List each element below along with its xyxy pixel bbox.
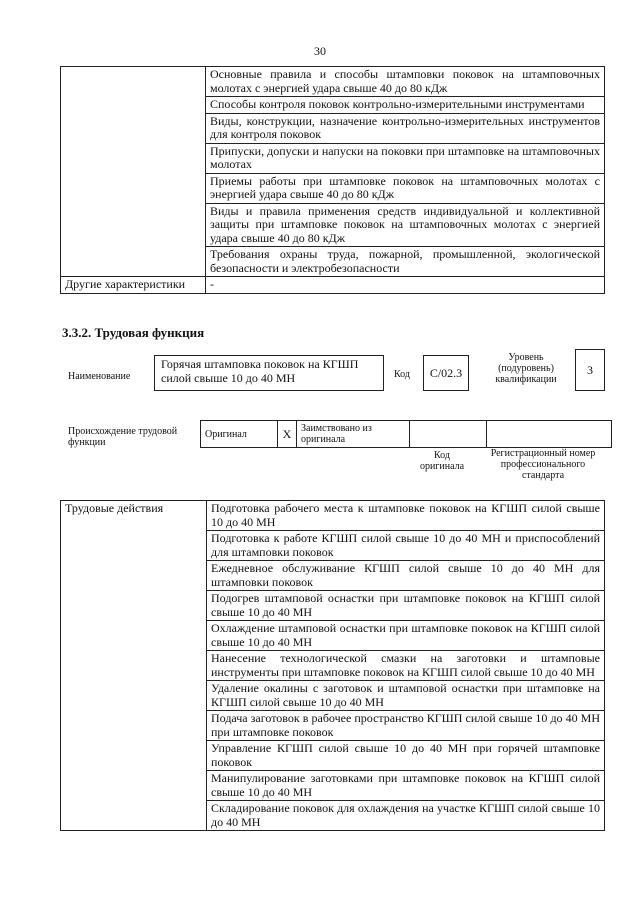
table-cell: Охлаждение штамповой оснастки при штамповке поковок на КГШП силой свыше 10 до 40 МН: [207, 621, 605, 651]
table-row: [61, 501, 605, 531]
table-cell: Виды, конструкции, назначение контрольно-измерительных инструментов для контроля поковок: [206, 113, 605, 143]
knowledge-table: [60, 66, 605, 294]
table-cell: Удаление окалины с заготовок и штамповой оснастки при штамповке на КГШП силой свыше 10 до 40 МН: [207, 681, 605, 711]
table-row: [61, 67, 605, 97]
page-number: 30: [314, 44, 326, 58]
origin-label: Происхождение трудовой функции: [68, 426, 178, 448]
original-mark: X: [278, 421, 297, 448]
original-label: Оригинал: [201, 421, 278, 448]
origin-reg-caption: Регистрационный номер профессионального стандарта: [490, 448, 596, 481]
table-cell: Подогрев штамповой оснастки при штамповке поковок на КГШП силой свыше 10 до 40 МН: [207, 591, 605, 621]
table-cell: Припуски, допуски и напуски на поковки при штамповке на штамповочных молотах: [206, 143, 605, 173]
table-row: [61, 277, 605, 294]
table-cell: Основные правила и способы штамповки поковок на штамповочных молотах с энергией удара свыше 40 до 80 кДж: [206, 67, 605, 97]
origin-table: [200, 420, 612, 448]
table-cell: Подготовка к работе КГШП силой свыше 10 до 40 МН и приспособлений для штамповки поковок: [207, 531, 605, 561]
table-cell: Приемы работы при штамповке поковок на штамповочных молотах с энергией удара свыше 40 до 80 кДж: [206, 173, 605, 203]
function-name-box: Горячая штамповка поковок на КГШП силой свыше 10 до 40 МН: [154, 355, 384, 391]
actions-label: Трудовые действия: [61, 501, 207, 831]
table-cell: Манипулирование заготовками при штамповке поковок на КГШП силой свыше 10 до 40 МН: [207, 771, 605, 801]
table-row: [201, 421, 612, 448]
name-label: Наименование: [68, 371, 131, 382]
table-cell: Нанесение технологической смазки на заготовки и штамповые инструменты при штамповке поковок на КГШП силой свыше 10 до 40 МН: [207, 651, 605, 681]
table-left-cell: [61, 67, 206, 277]
code-label: Код: [394, 369, 410, 380]
actions-table: [60, 500, 605, 831]
table-cell: Ежедневное обслуживание КГШП силой свыше 10 до 40 МН для штамповки поковок: [207, 561, 605, 591]
table-cell: Виды и правила применения средств индивидуальной и коллективной защиты при штамповке поковок на штамповочных молотах с энергией удара свыше 40 до 80 кДж: [206, 203, 605, 247]
section-title: 3.3.2. Трудовая функция: [62, 325, 205, 340]
level-label: Уровень (подуровень) квалификации: [495, 352, 557, 385]
table-cell: Требования охраны труда, пожарной, промышленной, экологической безопасности и электробезопасности: [206, 247, 605, 277]
table-cell: Управление КГШП силой свыше 10 до 40 МН при горячей штамповке поковок: [207, 741, 605, 771]
level-box: 3: [575, 349, 605, 391]
table-cell: Складирование поковок для охлаждения на участке КГШП силой свыше 10 до 40 МН: [207, 801, 605, 831]
table-cell: Способы контроля поковок контрольно-измерительными инструментами: [206, 97, 605, 114]
table-cell: Подача заготовок в рабочее пространство КГШП силой свыше 10 до 40 МН при штамповке поковок: [207, 711, 605, 741]
origin-reg-cell: [487, 421, 612, 448]
table-cell: Подготовка рабочего места к штамповке поковок на КГШП силой свыше 10 до 40 МН: [207, 501, 605, 531]
borrowed-label: Заимствовано из оригинала: [297, 421, 410, 448]
origin-code-caption: Код оригинала: [419, 450, 465, 472]
other-characteristics-value: -: [206, 277, 605, 294]
origin-code-cell: [410, 421, 487, 448]
function-code-box: С/02.3: [423, 355, 469, 391]
other-characteristics-label: Другие характеристики: [61, 277, 206, 294]
